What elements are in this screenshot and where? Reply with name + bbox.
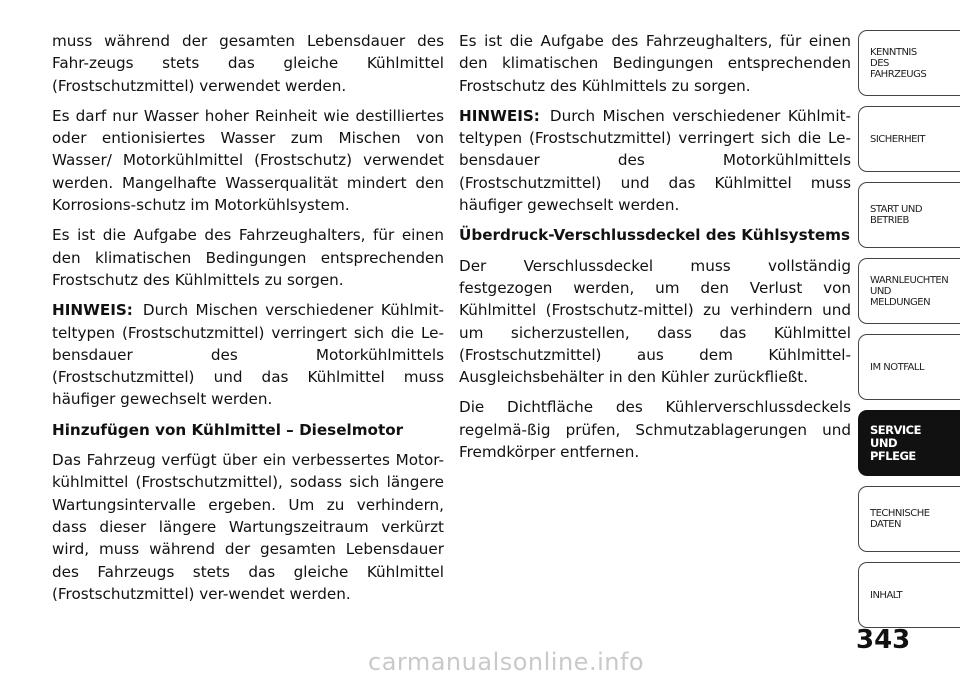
note-label: HINWEIS: [52,301,133,320]
paragraph: Es ist die Aufgabe des Fahrzeughalters, für einen den klimatischen Bedingungen entsprechenden Frostschutz des Kühlmittels zu sorgen. [459,32,851,95]
tab-kenntnis-des-fahrzeugs[interactable] [858,30,960,96]
page-number: 343 [856,625,911,655]
tab-label: IM NOTFALL [870,361,925,373]
note-label: HINWEIS: [459,106,540,125]
tab-inhalt[interactable] [858,562,960,628]
watermark: carmanualsonline.info [368,648,645,676]
right-column [459,30,851,471]
section-heading: Hinzufügen von Kühlmittel – Dieselmotor [52,420,404,439]
paragraph: Es ist die Aufgabe des Fahrzeughalters, für einen den klimatischen Bedingungen entsprechenden Frostschutz des Kühlmittels zu sorgen. [52,226,444,289]
tab-im-notfall[interactable] [858,334,960,400]
tab-service-und-pflege[interactable] [858,410,960,476]
tab-label: TECHNISCHE DATEN [870,508,930,530]
paragraph: Es darf nur Wasser hoher Reinheit wie destilliertes oder entionisiertes Wasser zum Mischen von Wasser/ Motorkühlmittel (Frostschutz) verwendet werden. Mangelhafte Wasserqualität mindert den Korrosions-schutz im Motorkühlsystem. [52,106,444,215]
paragraph: Der Verschlussdeckel muss vollständig festgezogen werden, um den Verlust von Kühlmittel (Frostschutz-mittel) zu verhindern und um sicherzustellen, dass das Kühlmittel (Frostschutzmittel) aus dem Kühlmittel-Ausgleichsbehälter in den Kühler zurückfließt. [459,256,851,387]
note-text: Durch Mischen verschiedener Kühlmit-teltypen (Frostschutzmittel) verringert sich die Le-bensdauer des Motorkühlmittels (Frostschutzmittel) und das Kühlmittel muss häufiger gewechselt werden. [459,106,851,215]
tab-label: KENNTNIS DES FAHRZEUGS [870,46,927,80]
tab-sicherheit[interactable] [858,106,960,172]
tab-start-und-betrieb[interactable] [858,182,960,248]
note-text: Durch Mischen verschiedener Kühlmit-teltypen (Frostschutzmittel) verringert sich die Le-bensdauer des Motorkühlmittels (Frostschutzmittel) und das Kühlmittel muss häufiger gewechselt werden. [52,301,444,409]
note-paragraph [459,105,851,216]
tab-label: INHALT [870,589,903,601]
paragraph: Das Fahrzeug verfügt über ein verbessertes Motor-kühlmittel (Frostschutzmittel), sodass sich längere Wartungsintervalle ergeben. Um zu verhindern, dass dieser längere Wartungszeitraum verkürzt wird, muss während der gesamten Lebensdauer des Fahrzeugs stets das gleiche Kühlmittel (Frostschutzmittel) ver-wendet werden. [52,451,444,603]
left-column [52,30,444,613]
section-heading: Überdruck-Verschlussdeckel des Kühlsystems [459,226,851,245]
tab-label: START UND BETRIEB [870,204,923,226]
tab-warnleuchten-und-meldungen[interactable] [858,258,960,324]
tab-label: WARNLEUCHTEN UND MELDUNGEN [870,274,949,308]
paragraph: muss während der gesamten Lebensdauer des Fahr-zeugs stets das gleiche Kühlmittel (Frostschutzmittel) verwendet werden. [52,32,444,95]
tab-technische-daten[interactable] [858,486,960,552]
note-paragraph [52,299,444,410]
tab-label: SICHERHEIT [870,133,925,145]
tab-label: SERVICE UND PFLEGE [870,422,921,463]
paragraph: Die Dichtfläche des Kühlerverschlussdeckels regelmä-ßig prüfen, Schmutzablagerungen und Fremdkörper entfernen. [459,398,851,462]
